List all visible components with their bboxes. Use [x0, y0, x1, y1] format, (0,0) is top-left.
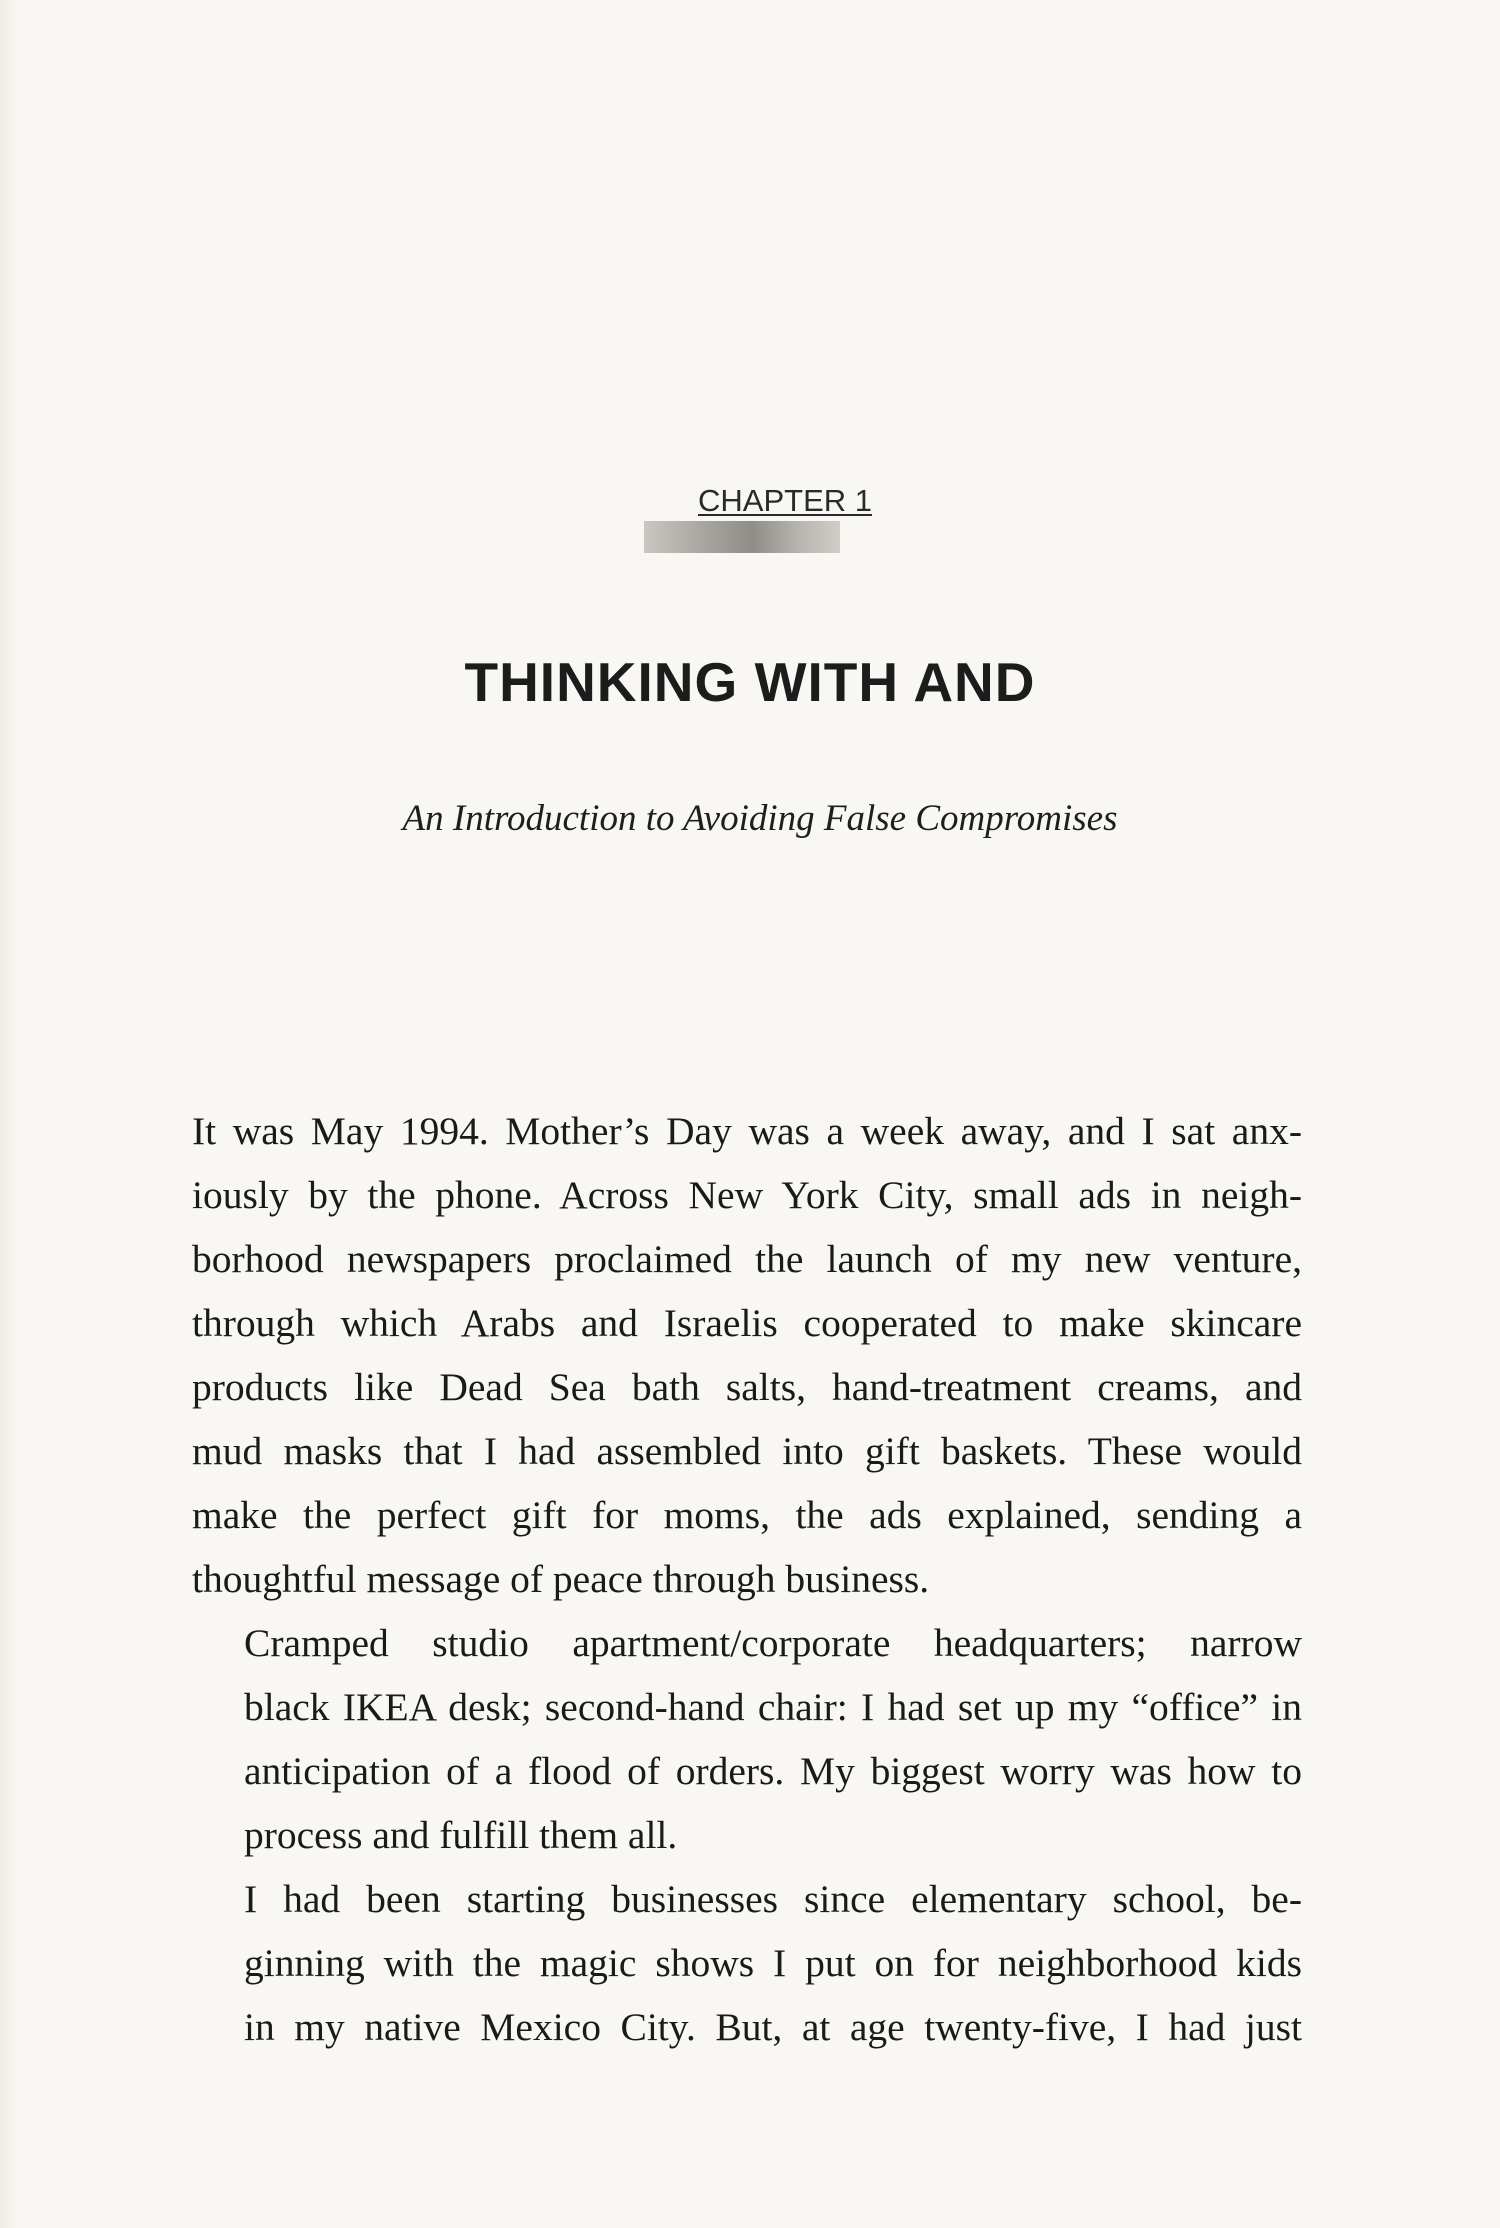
text-line: products like Dead Sea bath salts, hand-treatment creams, and	[192, 1365, 1302, 1409]
text-line: iously by the phone. Across New York City, small ads in neigh-	[192, 1173, 1302, 1217]
text-line: through which Arabs and Israelis cooperated to make skincare	[192, 1301, 1302, 1345]
paragraph-1	[192, 1099, 1302, 1611]
text-line: I had been starting businesses since elementary school, be-	[244, 1877, 1302, 1921]
chapter-label	[0, 483, 1500, 519]
chapter-title: THINKING WITH AND	[464, 651, 1036, 713]
text-line: ginning with the magic shows I put on for neighborhood kids	[244, 1941, 1302, 1985]
text-line: borhood newspapers proclaimed the launch of my new venture,	[192, 1237, 1302, 1281]
body-text	[192, 1099, 1302, 2059]
text-line: anticipation of a flood of orders. My biggest worry was how to	[244, 1749, 1302, 1793]
text-line: Cramped studio apartment/corporate headquarters; narrow	[244, 1621, 1302, 1665]
text-line: It was May 1994. Mother’s Day was a week away, and I sat anx-	[192, 1109, 1302, 1153]
paragraph-2	[192, 1611, 1302, 1867]
page-gutter-shadow	[0, 0, 18, 2228]
text-line: in my native Mexico City. But, at age twenty-five, I had just	[244, 2005, 1302, 2049]
text-line: process and fulfill them all.	[244, 1813, 678, 1857]
chapter-label-text: CHAPTER 1	[698, 483, 872, 518]
text-line: black IKEA desk; second-hand chair: I had set up my “office” in	[244, 1685, 1302, 1729]
text-line: mud masks that I had assembled into gift baskets. These would	[192, 1429, 1302, 1473]
text-line: make the perfect gift for moms, the ads explained, sending a	[192, 1493, 1302, 1537]
paragraph-3	[192, 1867, 1302, 2059]
chapter-subtitle: An Introduction to Avoiding False Compromises	[402, 798, 1118, 839]
chapter-label-scan-artifact	[644, 521, 840, 553]
text-line: thoughtful message of peace through business.	[192, 1557, 930, 1601]
